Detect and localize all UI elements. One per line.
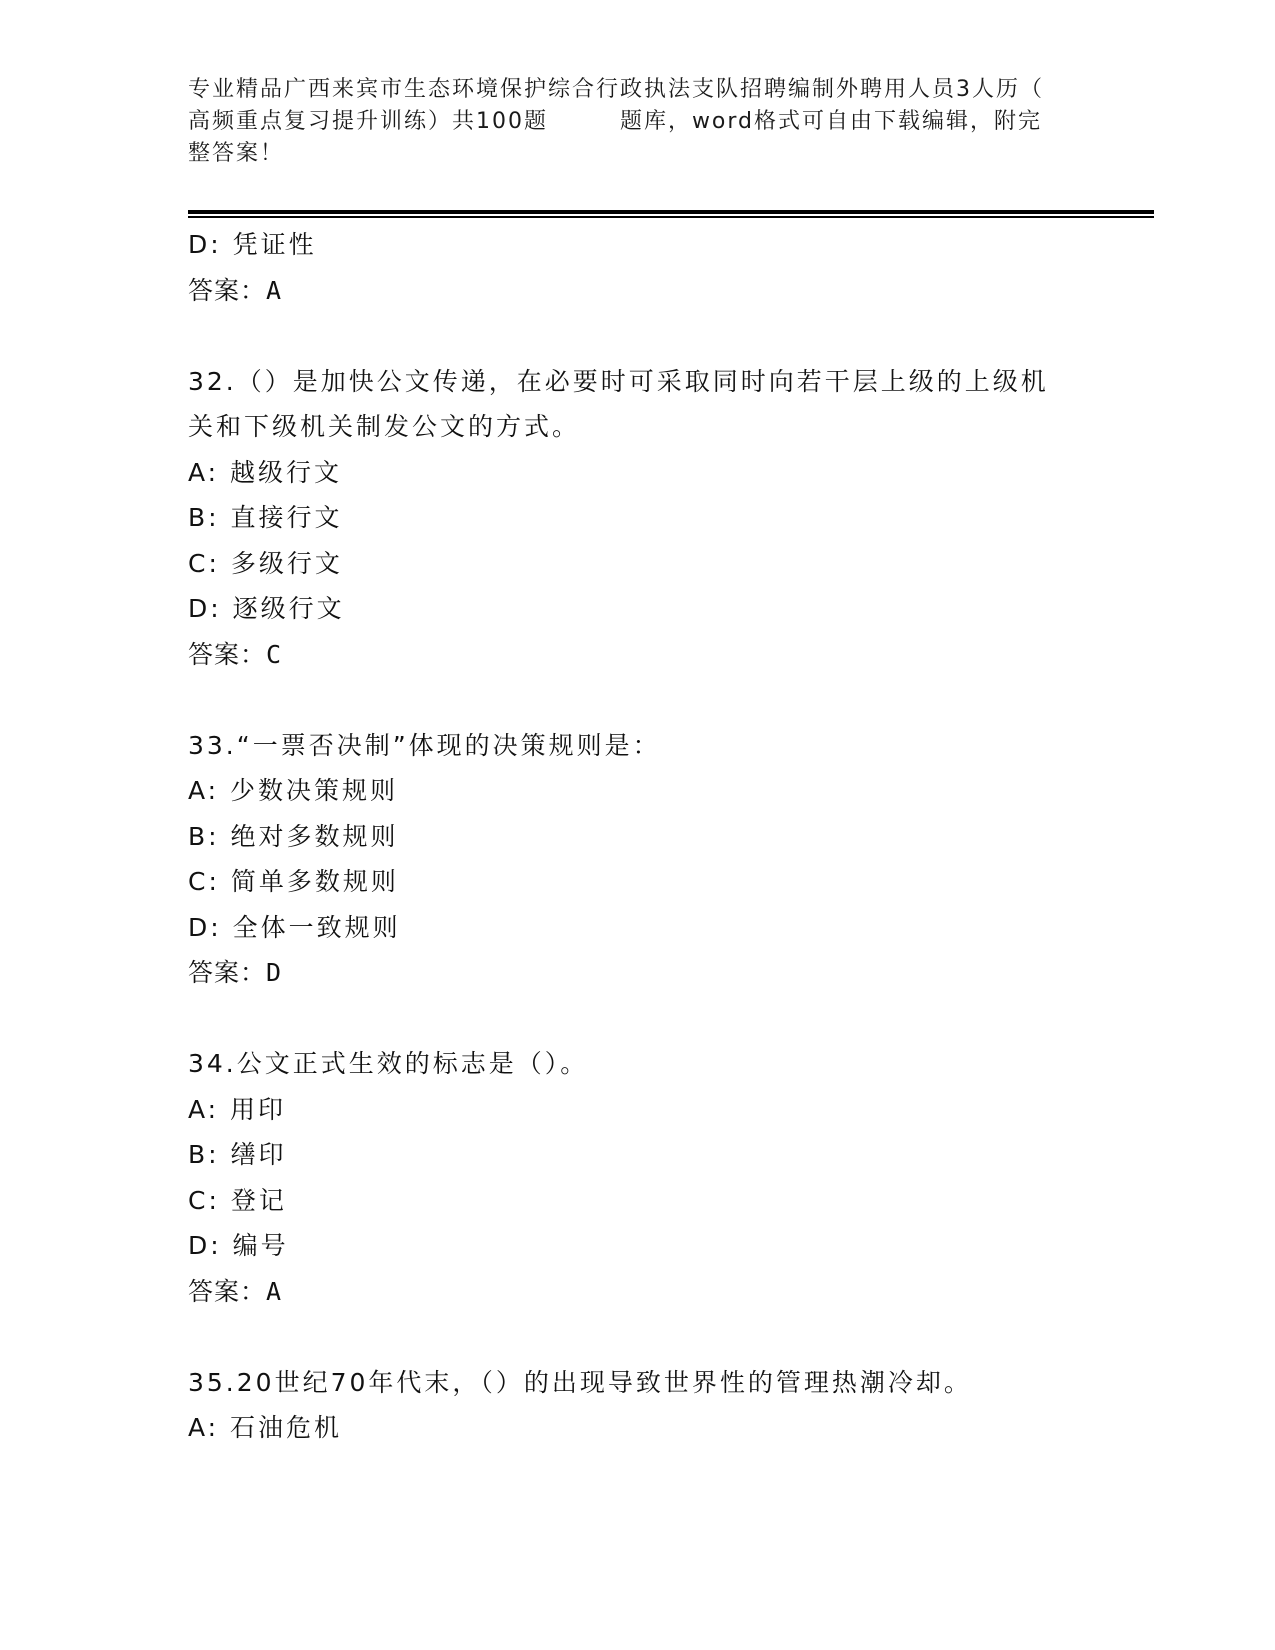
question-32 [188,359,1088,678]
answer-value: C [266,639,283,669]
option-c: C: 多级行文 [188,548,343,578]
option-b: B: 直接行文 [188,503,343,532]
option-d: D: 编号 [188,1231,289,1260]
header-line-3: 整答案！ [188,141,285,166]
option-c: C: 登记 [188,1185,287,1215]
answer-label: 答案： [188,639,267,669]
option-c: C: 简单多数规则 [188,867,399,896]
option-a: A: 用印 [188,1094,287,1124]
answer-label: 答案： [188,1276,267,1306]
answer [188,1269,1088,1315]
question-stem: 34.公文正式生效的标志是（）。 [188,1049,589,1078]
question-stem: 35.20世纪70年代末，（）的出现导致世界性的管理热潮冷却。 [188,1367,972,1397]
answer-label: 答案： [188,958,267,987]
option-a: A: 石油危机 [188,1413,343,1442]
answer [188,632,1088,678]
answer-label: 答案： [188,275,267,305]
prev-option-d: D: 凭证性 [188,230,317,259]
answer-value: A [266,275,283,305]
answer-value: A [266,1276,283,1306]
header-divider-thin [188,216,1154,218]
question-stem: 32.（）是加快公文传递，在必要时可采取同时向若干层上级的上级机 [188,366,1049,396]
option-d: D: 逐级行文 [188,594,345,623]
option-d: D: 全体一致规则 [188,912,401,942]
option-b: B: 缮印 [188,1140,287,1169]
option-b: B: 绝对多数规则 [188,821,399,851]
question-33 [188,723,1088,996]
question-stem-cont: 关和下级机关制发公文的方式。 [188,412,581,441]
option-a: A: 越级行文 [188,457,343,487]
document-header [188,74,1088,170]
answer-value: D [266,958,283,987]
prev-answer [188,268,1088,314]
header-line-1: 专业精品广西来宾市生态环境保护综合行政执法支队招聘编制外聘用人员3人历（ [188,77,1044,102]
question-list [188,222,1088,1451]
question-stem: 33.“一票否决制”体现的决策规则是： [188,730,661,760]
answer [188,950,1088,996]
question-35 [188,1360,1088,1451]
option-a: A: 少数决策规则 [188,776,399,805]
question-34 [188,1041,1088,1314]
header-divider-thick [188,210,1154,214]
header-line-2: 高频重点复习提升训练）共100题 题库，word格式可自由下载编辑，附完 [188,109,1043,134]
